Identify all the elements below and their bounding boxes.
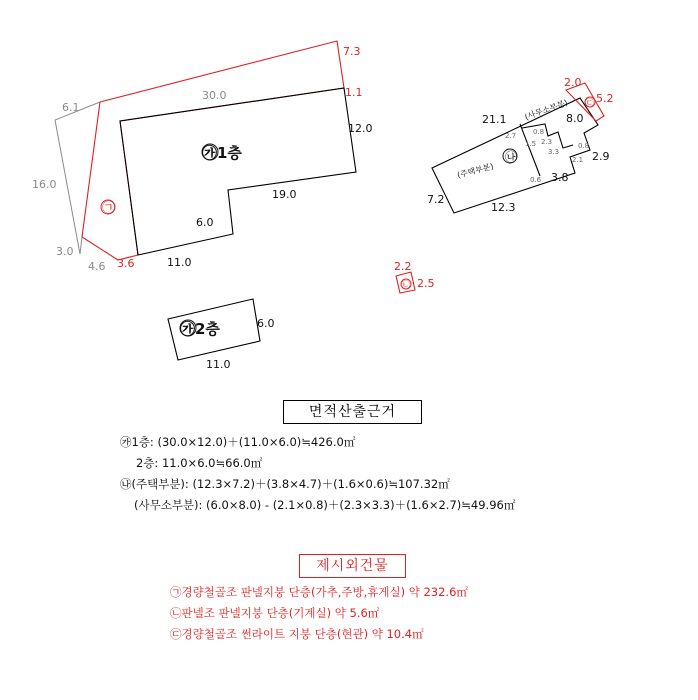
- dim-12-0: 12.0: [348, 122, 373, 135]
- dim-11-0b: 11.0: [206, 358, 231, 371]
- dim-12-3: 12.3: [491, 201, 516, 214]
- label-na: ㉯: [505, 150, 518, 164]
- dim-6-0b: 6.0: [257, 317, 275, 330]
- excluded-buildings-title: 제시외건물: [299, 554, 406, 578]
- dim-19-0: 19.0: [272, 188, 297, 201]
- calc-line-3: ㉯(주택부분): (12.3×7.2)＋(3.8×4.7)＋(1.6×0.6)≒107.32㎡: [120, 477, 450, 491]
- dim-4-6: 4.6: [88, 260, 106, 273]
- dim-7-2: 7.2: [427, 193, 445, 206]
- dim-2-1: 2.1: [572, 156, 584, 164]
- dim-2-0: 2.0: [564, 76, 582, 89]
- dim-21-1: 21.1: [482, 113, 507, 126]
- label-na-house: (주택부분): [456, 161, 495, 180]
- label-na-office: (사무소부분): [523, 98, 569, 122]
- excluded-item-1: ㉠경량철골조 판넬지붕 단층(가추,주방,휴게실) 약 232.6㎡: [170, 585, 468, 599]
- dim-2-9: 2.9: [592, 150, 610, 163]
- dim-2-2: 2.2: [394, 260, 412, 273]
- dim-5-2: 5.2: [596, 92, 614, 105]
- dim-8-0: 8.0: [566, 112, 584, 125]
- dim-0-8b: 0.8: [578, 142, 590, 150]
- dim-7-3: 7.3: [343, 45, 361, 58]
- calc-line-4: (사무소부분): (6.0×8.0) - (2.1×0.8)＋(2.3×3.3)＋(1.6×2.7)≒49.96㎡: [134, 498, 516, 512]
- label-excl-b: ㉡: [401, 281, 411, 291]
- dim-2-5: 2.5: [417, 277, 435, 290]
- dim-1-5: 1.5: [525, 140, 537, 148]
- label-ga-1f: ㉮1층: [202, 144, 242, 162]
- area-calc-title: 면적산출근거: [283, 400, 422, 424]
- dim-30-0: 30.0: [202, 89, 227, 102]
- dim-16-0: 16.0: [32, 178, 57, 191]
- dim-6-1: 6.1: [62, 101, 80, 114]
- label-ga-2f: ㉮2층: [180, 320, 220, 338]
- reference-boundary: [55, 102, 100, 254]
- dim-0-6: 0.6: [530, 176, 542, 184]
- label-excl-c: ㉢: [585, 99, 595, 109]
- excluded-item-3: ㉢경량철골조 썬라이트 지붕 단층(현관) 약 10.4㎡: [170, 627, 424, 641]
- dim-1-1: 1.1: [345, 86, 363, 99]
- building-ga-1f-outline: [120, 88, 356, 255]
- calc-line-2: 2층: 11.0×6.0≒66.0㎡: [136, 456, 263, 470]
- dim-6-0a: 6.0: [196, 216, 214, 229]
- dim-2-3: 2.3: [541, 138, 553, 146]
- label-excl-a: ㉠: [102, 201, 116, 216]
- dim-3-0: 3.0: [56, 245, 74, 258]
- dim-11-0a: 11.0: [167, 256, 192, 269]
- dim-0-8: 0.8: [533, 128, 545, 136]
- excluded-item-2: ㉡판넬조 판넬지붕 단층(기계실) 약 5.6㎡: [170, 606, 380, 620]
- dim-3-6: 3.6: [117, 257, 135, 270]
- dim-2-7: 2.7: [505, 132, 517, 140]
- calc-line-1: ㉮1층: (30.0×12.0)＋(11.0×6.0)≒426.0㎡: [120, 435, 356, 449]
- dim-3-3: 3.3: [548, 148, 560, 156]
- dim-3-8: 3.8: [551, 171, 569, 184]
